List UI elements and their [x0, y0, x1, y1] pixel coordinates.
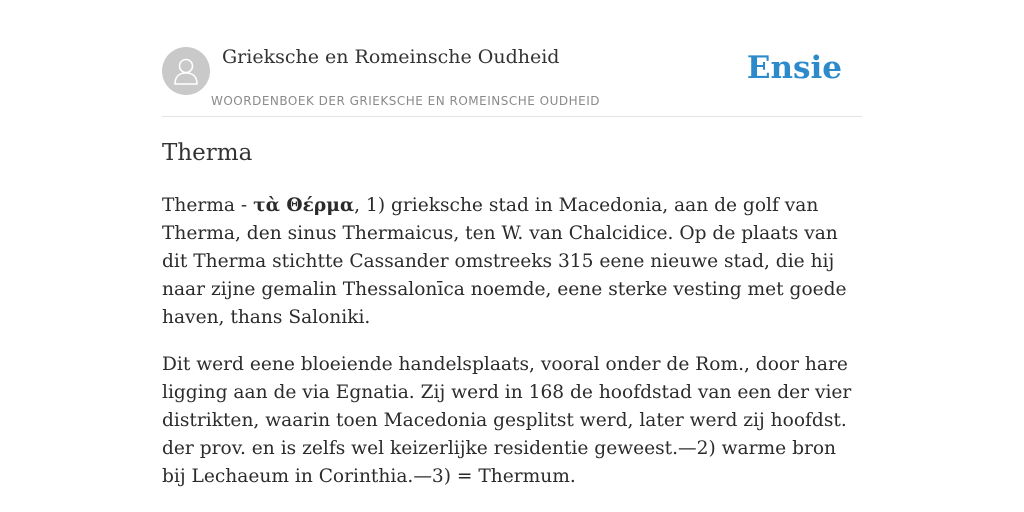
source-title[interactable]: Grieksche en Romeinsche Oudheid: [222, 46, 560, 68]
entry-lead: Therma -: [162, 195, 254, 216]
user-icon: [173, 56, 199, 86]
ensie-logo[interactable]: Ensie: [746, 50, 842, 86]
paragraph-1: [162, 192, 864, 332]
page-title: Therma: [162, 140, 253, 166]
page: [162, 0, 862, 487]
paragraph-2: Dit werd eene bloeiende handelsplaats, vooral onder de Rom., door hare ligging aan de via Egnatia. Zij werd in 168 de hoofdstad van een der vier distrikten, waarin toen Macedonia gesplitst werd, later werd zij hoofdst. der prov. en is zelfs wel keizerlijke residentie geweest.—2) warme bron bij Lechaeum in Corinthia.—3) = Thermum.: [162, 354, 852, 487]
paragraph-1-text: , 1) grieksche stad in Macedonia, aan de golf van Therma, den sinus Thermaicus, ten W. van Chalcidice. Op de plaats van dit Therma stichtte Cassander omstreeks 315 eene nieuwe stad, die hij naar zijne gemalin Thessalonīca noemde, eene sterke vesting met goede haven, thans Saloniki.: [162, 195, 847, 328]
entry-body: [162, 192, 864, 510]
source-subtitle[interactable]: WOORDENBOEK DER GRIEKSCHE EN ROMEINSCHE OUDHEID: [211, 94, 601, 108]
greek-term: τὰ Θέρμα: [253, 195, 355, 216]
source-avatar[interactable]: [162, 47, 210, 95]
header: [162, 0, 862, 117]
